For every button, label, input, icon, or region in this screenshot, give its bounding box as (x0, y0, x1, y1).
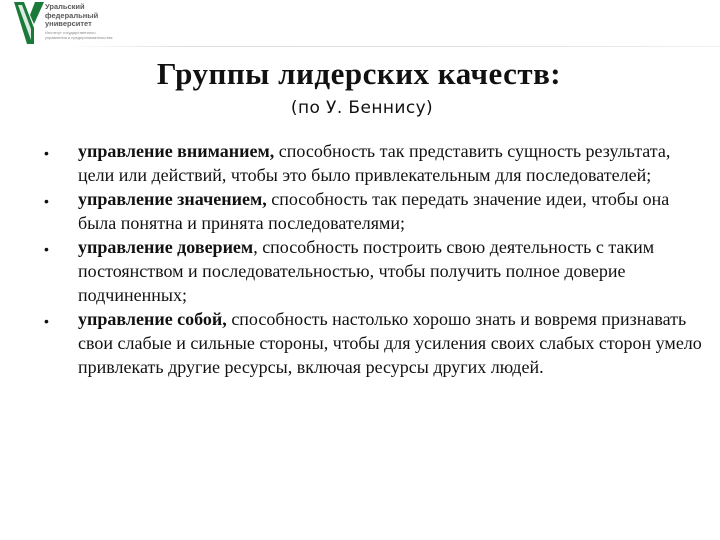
bullet-icon: • (44, 145, 49, 161)
list-item-text: способность так передать значение идеи, чтобы она была понятна и принята последователями; (78, 189, 670, 233)
list-item (44, 307, 709, 379)
university-name (45, 3, 98, 29)
list-item-term: управление собой, (78, 309, 227, 329)
bullet-icon: • (44, 193, 49, 209)
list-item-term: управление вниманием, (78, 141, 275, 161)
list-item-text: , способность построить свою деятельность с таким постоянством и последовательностью, чтобы получить полное доверие подчиненных; (78, 237, 655, 305)
institute-name-line-2: управления и предпринимательства (45, 35, 113, 40)
list-item-text: способность настолько хорошо знать и вовремя признавать свои слабые и сильные стороны, чтобы для усиления своих слабых сторон умело привлекать другие ресурсы, включая ресурсы других людей. (78, 309, 702, 377)
university-name-line-1: Уральский (45, 2, 85, 11)
university-logo-icon (14, 2, 44, 44)
institute-name-line-1: Институт государственного (45, 30, 96, 35)
slide-title-text: Группы лидерских качеств: (156, 56, 562, 91)
list-item (44, 139, 709, 187)
institute-name (45, 30, 113, 40)
bullet-icon: • (44, 313, 49, 329)
list-item (44, 187, 709, 235)
slide-subtitle (0, 98, 720, 118)
list-item (44, 235, 709, 307)
university-name-line-2: федеральный (45, 10, 99, 20)
bullet-icon: • (44, 241, 49, 257)
slide-subtitle-text: (по У. Беннису) (290, 98, 434, 118)
list-item-term: управление доверием (78, 237, 254, 257)
slide-title (0, 56, 720, 92)
list-item-term: управление значением, (78, 189, 267, 209)
header-divider (64, 46, 720, 47)
university-name-line-3: университет (45, 19, 92, 28)
university-logo (14, 2, 164, 46)
list-item-text: способность так представить сущность результата, цели или действий, чтобы это было привлекательным для последователей; (78, 141, 671, 185)
qualities-list (44, 139, 709, 379)
